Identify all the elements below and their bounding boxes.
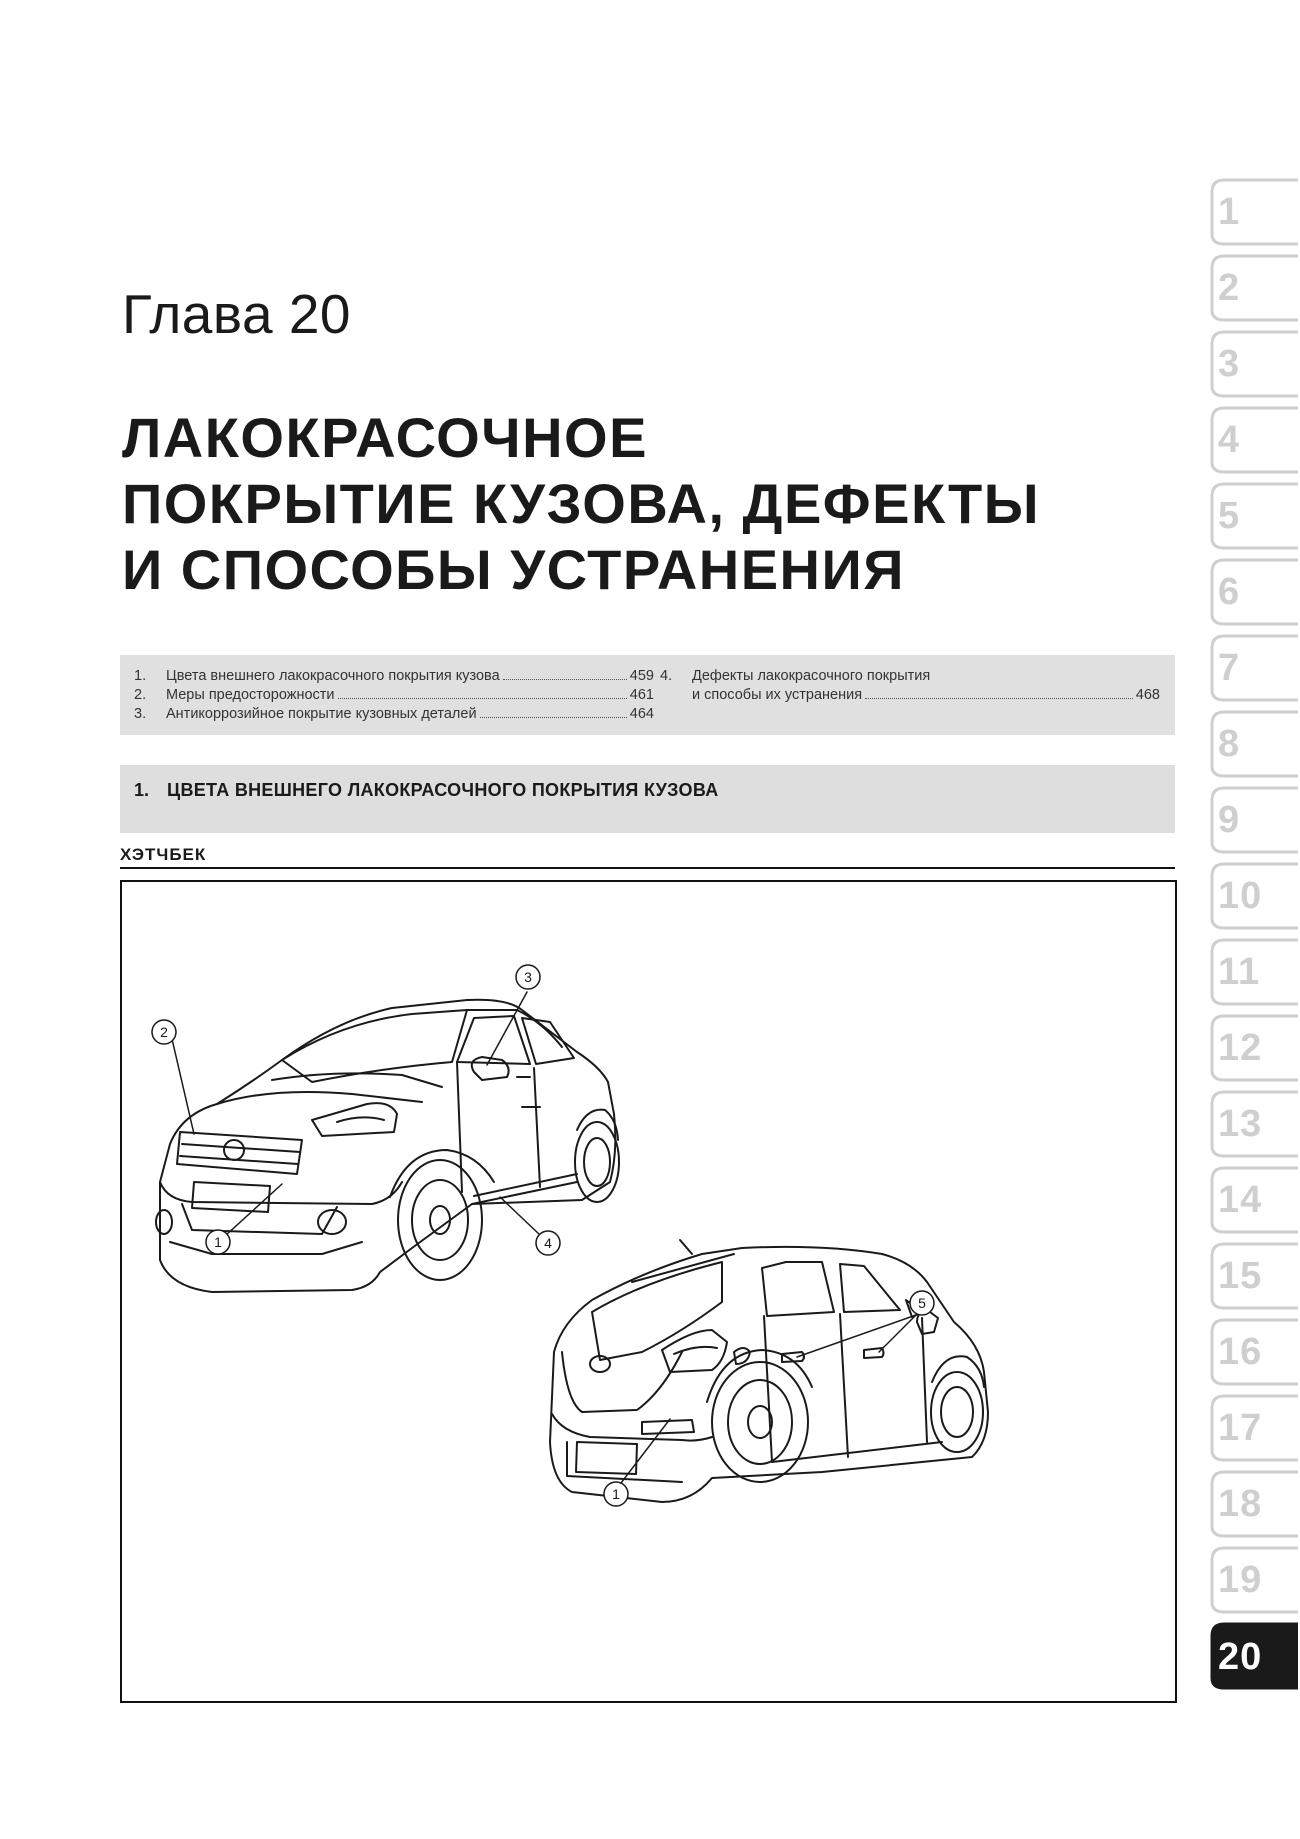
toc-entry-number: 4. <box>660 668 673 684</box>
toc-leader-dots <box>503 679 627 680</box>
chapter-tab-number: 11 <box>1218 951 1261 993</box>
chapter-title-line: ЛАКОКРАСОЧНОЕ <box>122 406 648 469</box>
chapter-tab-19[interactable] <box>1208 1546 1298 1611</box>
toc-column-right <box>660 667 1160 705</box>
toc-entry-title: Антикоррозийное покрытие кузовных деталей <box>166 706 477 722</box>
toc-entry[interactable] <box>134 667 654 686</box>
chapter-tab-number: 5 <box>1218 495 1241 537</box>
toc-entry-number: 1. <box>134 668 147 684</box>
chapter-tab-number: 15 <box>1218 1255 1263 1297</box>
toc-entry[interactable] <box>660 667 1160 686</box>
toc-leader-dots <box>865 698 1133 699</box>
toc-entry[interactable] <box>134 686 654 705</box>
toc-entry-title-cont: и способы их устранения <box>692 687 863 703</box>
toc-entry-title: Меры предосторожности <box>166 687 335 703</box>
toc-leader-dots <box>480 717 627 718</box>
toc-entry-page: 461 <box>629 687 654 703</box>
chapter-tab-number: 18 <box>1218 1483 1263 1525</box>
chapter-tab-3[interactable] <box>1208 330 1298 395</box>
chapter-tab-number: 7 <box>1218 647 1241 689</box>
chapter-tab-12[interactable] <box>1208 1014 1298 1079</box>
toc-entry-continuation[interactable] <box>660 686 1160 705</box>
callout-number: 4 <box>544 1235 552 1251</box>
chapter-tab-20[interactable] <box>1208 1622 1298 1687</box>
chapter-tab-9[interactable] <box>1208 786 1298 851</box>
chapter-tab-number: 10 <box>1218 875 1263 917</box>
chapter-tab-14[interactable] <box>1208 1166 1298 1231</box>
chapter-tab-number: 8 <box>1218 723 1241 765</box>
chapter-tab-number: 2 <box>1218 267 1241 309</box>
callout-number: 1 <box>612 1486 620 1502</box>
chapter-tab-5[interactable] <box>1208 482 1298 547</box>
chapter-tab-number: 6 <box>1218 571 1241 613</box>
chapter-tab-7[interactable] <box>1208 634 1298 699</box>
toc-entry-page: 459 <box>629 668 654 684</box>
toc-entry-number: 2. <box>134 687 147 703</box>
chapter-tab-number: 17 <box>1218 1407 1263 1449</box>
chapter-tab-1[interactable] <box>1208 178 1298 243</box>
rear-car-drawing <box>550 1240 988 1502</box>
subsection-title: ХЭТЧБЕК <box>120 845 207 864</box>
section-title: ЦВЕТА ВНЕШНЕГО ЛАКОКРАСОЧНОГО ПОКРЫТИЯ КУЗОВА <box>167 780 719 800</box>
chapter-tab-15[interactable] <box>1208 1242 1298 1307</box>
section-header <box>120 765 1175 833</box>
chapter-title-line: ПОКРЫТИЕ КУЗОВА, ДЕФЕКТЫ <box>122 472 1041 535</box>
toc-entry-title: Дефекты лакокрасочного покрытия <box>692 668 931 684</box>
chapter-tab-17[interactable] <box>1208 1394 1298 1459</box>
chapter-contents <box>120 655 1175 735</box>
chapter-tab-13[interactable] <box>1208 1090 1298 1155</box>
chapter-tab-number: 12 <box>1218 1027 1263 1069</box>
callout-number: 1 <box>214 1234 222 1250</box>
chapter-tab-number: 4 <box>1218 419 1241 461</box>
chapter-tab-16[interactable] <box>1208 1318 1298 1383</box>
toc-entry-number: 3. <box>134 706 147 722</box>
chapter-tab-4[interactable] <box>1208 406 1298 471</box>
chapter-tab-6[interactable] <box>1208 558 1298 623</box>
toc-column-left <box>134 667 654 724</box>
car-illustration <box>122 882 1175 1701</box>
chapter-tab-8[interactable] <box>1208 710 1298 775</box>
chapter-tab-number: 19 <box>1218 1559 1263 1601</box>
chapter-tab-number: 9 <box>1218 799 1241 841</box>
toc-entry-page: 464 <box>629 706 654 722</box>
callout-number: 5 <box>918 1295 926 1311</box>
body-paint-diagram <box>120 880 1177 1703</box>
toc-entry-title: Цвета внешнего лакокрасочного покрытия кузова <box>166 668 500 684</box>
chapter-title-line: И СПОСОБЫ УСТРАНЕНИЯ <box>122 538 905 601</box>
chapter-tab-10[interactable] <box>1208 862 1298 927</box>
chapter-title <box>122 405 1182 603</box>
chapter-tab-number: 1 <box>1218 191 1241 233</box>
callout-number: 2 <box>160 1024 168 1040</box>
chapter-tab-11[interactable] <box>1208 938 1298 1003</box>
section-number: 1. <box>134 780 150 800</box>
chapter-tab-number: 20 <box>1218 1636 1263 1678</box>
toc-entry-page: 468 <box>1135 687 1160 703</box>
chapter-tab-number: 14 <box>1218 1179 1263 1221</box>
toc-entry[interactable] <box>134 705 654 724</box>
subsection-rule <box>120 867 1175 869</box>
chapter-tab-number: 16 <box>1218 1331 1263 1373</box>
chapter-tab-number: 13 <box>1218 1103 1263 1145</box>
chapter-tab-18[interactable] <box>1208 1470 1298 1535</box>
callout-number: 3 <box>524 969 532 985</box>
chapter-tab-2[interactable] <box>1208 254 1298 319</box>
toc-leader-dots <box>338 698 627 699</box>
chapter-label: Глава 20 <box>122 283 352 345</box>
chapter-tab-number: 3 <box>1218 343 1241 385</box>
